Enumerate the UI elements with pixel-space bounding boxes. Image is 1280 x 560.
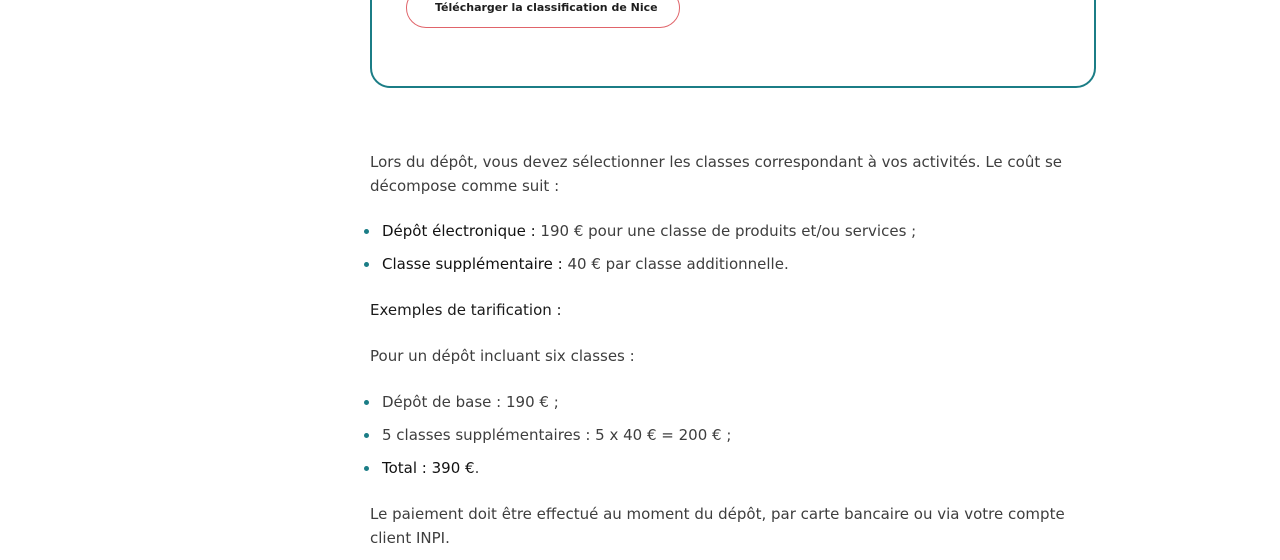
list-item xyxy=(370,390,1090,414)
total-suffix: . xyxy=(474,459,480,477)
fees-intro-paragraph: Lors du dépôt, vous devez sélectionner les classes correspondant à vos activités. Le coût se décompose comme suit : xyxy=(370,153,1063,195)
example-item-text: Dépôt de base : 190 € ; xyxy=(382,393,559,411)
total-label: Total : 390 € xyxy=(382,459,475,477)
fee-text: 190 € pour une classe de produits et/ou services ; xyxy=(535,222,917,240)
list-item xyxy=(370,219,1090,243)
fees-list xyxy=(370,219,1090,276)
list-item xyxy=(370,456,1090,480)
bullet-icon xyxy=(364,466,369,471)
examples-heading: Exemples de tarification : xyxy=(370,301,562,319)
download-nice-classification-button[interactable]: Télécharger la classification de Nice xyxy=(406,0,680,28)
fee-text: 40 € par classe additionnelle. xyxy=(562,255,789,273)
fee-label: Classe supplémentaire : xyxy=(382,255,563,273)
example-intro: Pour un dépôt incluant six classes : xyxy=(370,347,635,365)
payment-paragraph: Le paiement doit être effectué au moment du dépôt, par carte bancaire ou via votre compte client INPI. xyxy=(370,505,1065,547)
example-list xyxy=(370,390,1090,480)
bullet-icon xyxy=(364,262,369,267)
bullet-icon xyxy=(364,433,369,438)
list-item xyxy=(370,423,1090,447)
bullet-icon xyxy=(364,229,369,234)
fee-label: Dépôt électronique : xyxy=(382,222,536,240)
list-item xyxy=(370,252,1090,276)
classification-callout-box xyxy=(370,0,1096,88)
fee-content xyxy=(370,150,1090,550)
example-item-text: 5 classes supplémentaires : 5 x 40 € = 200 € ; xyxy=(382,426,732,444)
bullet-icon xyxy=(364,400,369,405)
